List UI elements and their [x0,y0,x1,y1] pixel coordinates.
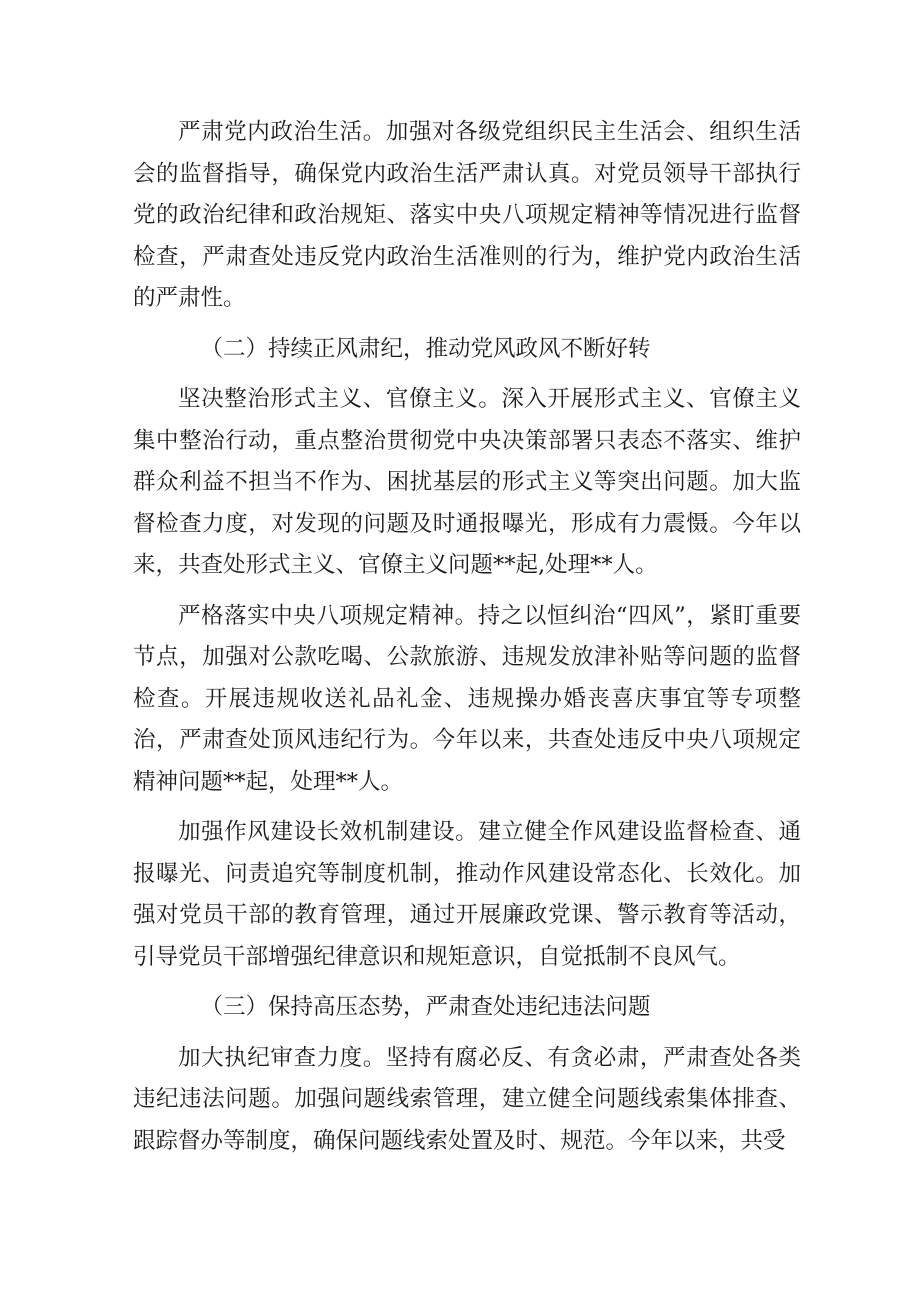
section-heading-3: （三）保持高压态势，严肃查处违纪违法问题 [200,994,651,1020]
document-body [133,112,801,1171]
paragraph-formalism-bureaucratism: 坚决整治形式主义、官僚主义。深入开展形式主义、官僚主义集中整治行动，重点整治贯彻党中央决策部署只表态不落实、维护群众利益不担当不作为、困扰基层的形式主义等突出问题。加大监督检查力度，对发现的问题及时通报曝光，形成有力震慑。今年以来，共查处形式主义、官僚主义问题**起,处理**人。 [133,386,801,578]
paragraph-work-style-mechanism: 加强作风建设长效机制建设。建立健全作风建设监督检查、通报曝光、问责追究等制度机制，推动作风建设常态化、长效化。加强对党员干部的教育管理，通过开展廉政党课、警示教育等活动，引导党员干部增强纪律意识和规矩意识，自觉抵制不良风气。 [133,819,801,970]
paragraph-party-political-life: 严肃党内政治生活。加强对各级党组织民主生活会、组织生活会的监督指导，确保党内政治生活严肃认真。对党员领导干部执行党的政治纪律和政治规矩、落实中央八项规定精神等情况进行监督检查，严肃查处违反党内政治生活准则的行为，维护党内政治生活的严肃性。 [133,119,801,311]
paragraph-eight-point-regulations: 严格落实中央八项规定精神。持之以恒纠治“四风”，紧盯重要节点，加强对公款吃喝、公款旅游、违规发放津补贴等问题的监督检查。开展违规收送礼品礼金、违规操办婚丧喜庆事宜等专项整治，严肃查处顶风违纪行为。今年以来，共查处违反中央八项规定精神问题**起，处理**人。 [133,602,801,795]
paragraph-disciplinary-review: 加大执纪审查力度。坚持有腐必反、有贪必肃，严肃查处各类违纪违法问题。加强问题线索管理，建立健全问题线索集体排查、跟踪督办等制度，确保问题线索处置及时、规范。今年以来，共受 [133,1044,801,1154]
section-heading-2: （二）持续正风肃纪，推动党风政风不断好转 [200,335,651,362]
